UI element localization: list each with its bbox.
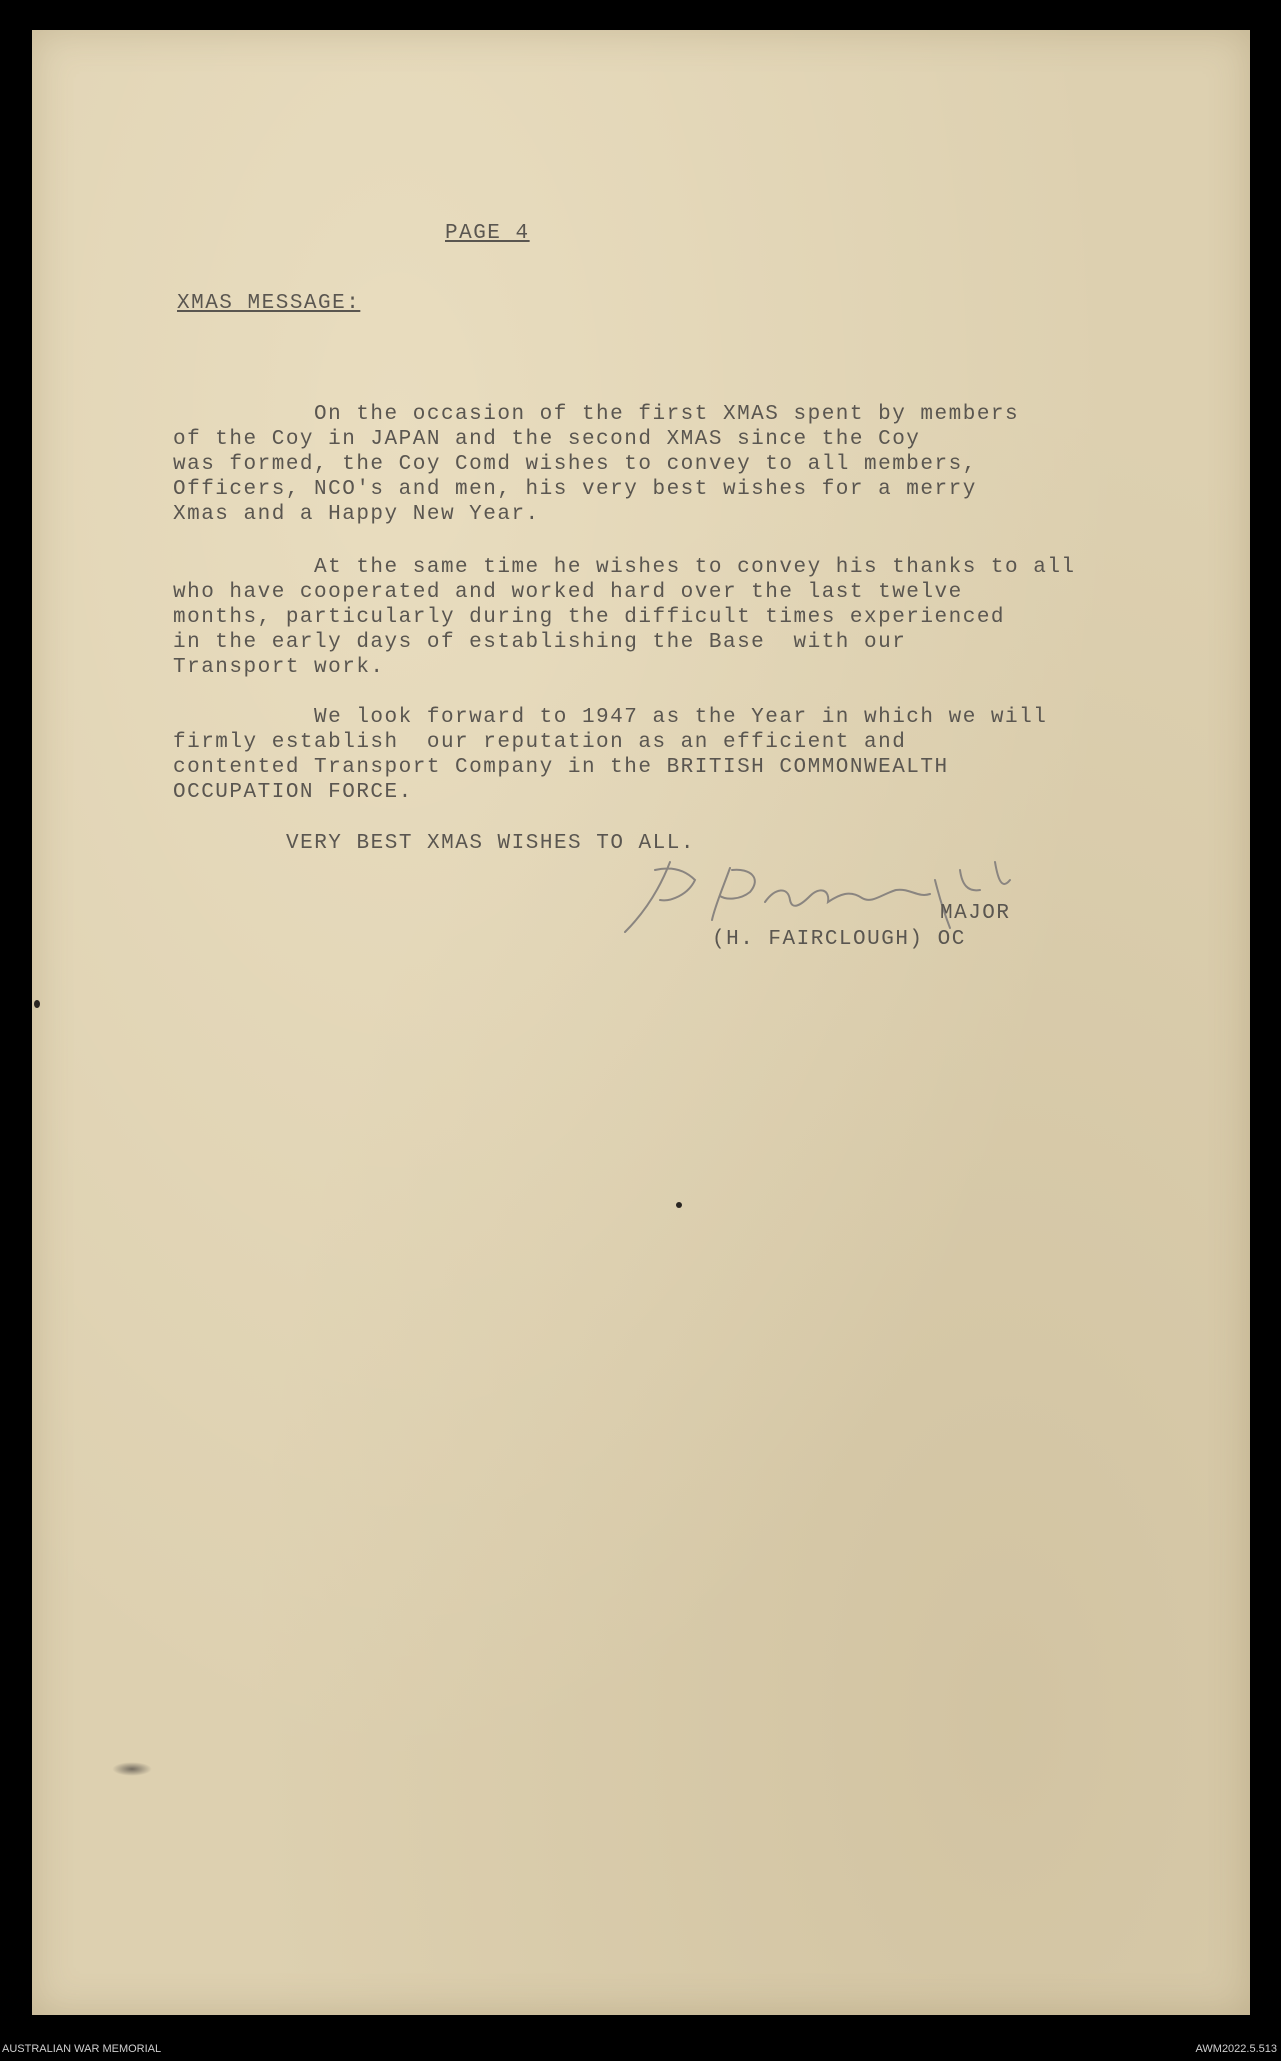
paragraph-2-line-3: months, particularly during the difficult times experienced [173,606,1006,629]
paragraph-3-line-1: We look forward to 1947 as the Year in which we will [173,706,1048,729]
paragraph-3-line-3: contented Transport Company in the BRITISH COMMONWEALTH [173,756,949,779]
paragraph-3-line-4: OCCUPATION FORCE. [173,781,413,804]
ink-spot [676,1202,682,1208]
paragraph-1-line-4: Officers, NCO's and men, his very best wishes for a merry [173,478,977,501]
paragraph-3-line-2: firmly establish our reputation as an efficient and [173,731,907,754]
paragraph-2-line-1: At the same time he wishes to convey his thanks to all [173,556,1076,579]
closing-line: VERY BEST XMAS WISHES TO ALL. [286,832,695,855]
paragraph-1-line-2: of the Coy in JAPAN and the second XMAS since the Coy [173,428,921,451]
paragraph-1-line-3: was formed, the Coy Comd wishes to convey to all members, [173,453,977,476]
paragraph-1-line-1: On the occasion of the first XMAS spent by members [173,403,1020,426]
paragraph-2-line-5: Transport work. [173,656,385,679]
paragraph-2-line-2: who have cooperated and worked hard over the last twelve [173,581,963,604]
page-number: PAGE 4 [445,222,530,245]
paragraph-2-line-4: in the early days of establishing the Base with our [173,631,907,654]
ink-spot [34,1000,40,1008]
smudge-mark [112,1762,152,1776]
paragraph-1-line-5: Xmas and a Happy New Year. [173,503,540,526]
signer-name: (H. FAIRCLOUGH) OC [712,928,966,951]
document-page [32,30,1250,2015]
heading: XMAS MESSAGE: [177,292,361,315]
catalogue-number: AWM2022.5.513 [1195,2043,1277,2055]
signer-rank: MAJOR [940,902,1011,925]
archive-credit: AUSTRALIAN WAR MEMORIAL [2,2043,162,2055]
